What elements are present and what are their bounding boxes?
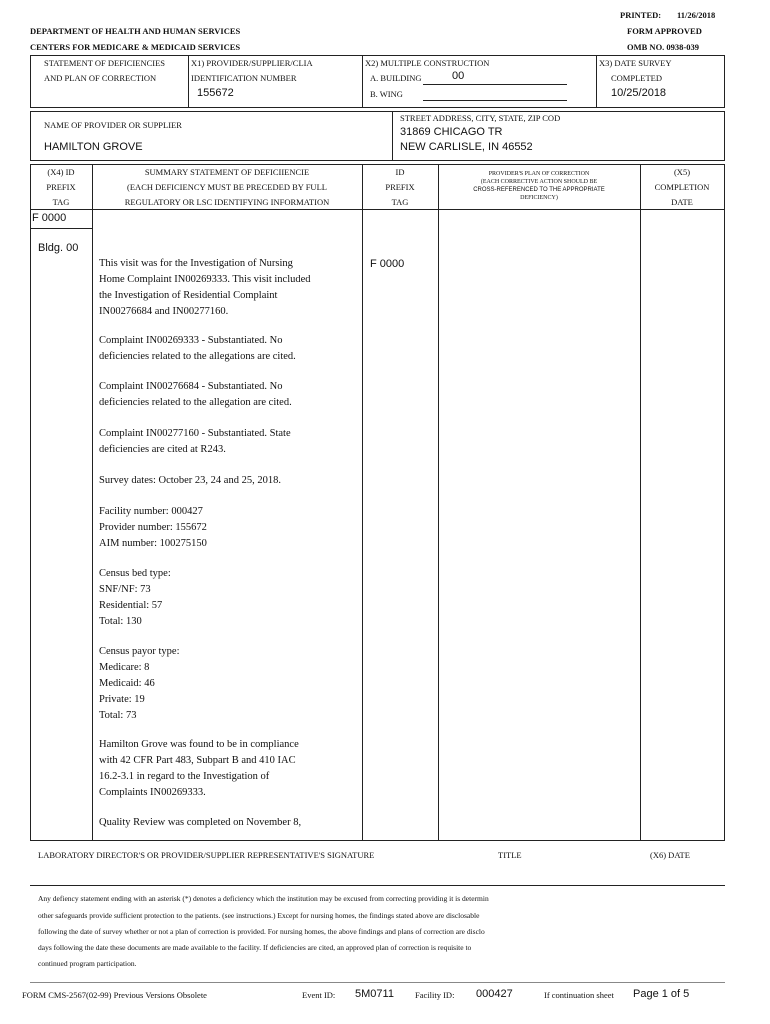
summary-header-line3: REGULATORY OR LSC IDENTIFYING INFORMATION: [124, 197, 330, 207]
table-col-border-1: [92, 164, 93, 840]
x5-header-line3: DATE: [671, 197, 693, 207]
x1-label-line2: IDENTIFICATION NUMBER: [191, 73, 297, 83]
summary-paragraph-10: Quality Review was completed on November 8,: [99, 817, 302, 828]
summary-paragraph-2: Complaint IN00269333 - Substantiated. No deficiencies related to the allegations are cited.: [99, 335, 296, 362]
table-col-border-4: [640, 164, 641, 840]
summary-header-line2: (EACH DEFICIENCY MUST BE PRECEDED BY FULL: [127, 182, 327, 192]
top-box-top-border: [30, 55, 725, 56]
prefix-tag: F 0000: [32, 212, 67, 224]
plan-header-line1: PROVIDER'S PLAN OF CORRECTION: [488, 171, 590, 177]
table-top-border: [30, 164, 725, 165]
printed-date: 11/26/2018: [677, 10, 716, 20]
provider-box-bottom-border: [30, 160, 725, 161]
table-header-bottom-border: [30, 209, 725, 210]
table-bottom-border: [30, 840, 725, 841]
continuation-label: If continuation sheet: [544, 990, 614, 1000]
provider-box-divider: [392, 111, 393, 160]
disclaimer-line-1: Any defiency statement ending with an asterisk (*) denotes a deficiency which the institution may be excused from correcting providing it is determin: [38, 894, 489, 903]
plan-header-line4: DEFICIENCY): [520, 195, 558, 201]
table-col-border-5: [724, 164, 725, 840]
x4-header-line1: (X4) ID: [47, 167, 75, 177]
provider-box-left-border: [30, 111, 31, 160]
survey-date-value: 10/25/2018: [611, 87, 667, 99]
x3-label-line1: X3) DATE SURVEY: [599, 58, 672, 68]
address-line2: NEW CARLISLE, IN 46552: [400, 141, 533, 153]
table-col-border-0: [30, 164, 31, 840]
top-box-divider-1: [188, 55, 189, 107]
department-title: DEPARTMENT OF HEALTH AND HUMAN SERVICES: [30, 26, 241, 36]
top-box-left-border: [30, 55, 31, 107]
disclaimer-line-3: following the date of survey whether or not a plan of correction is provided. For nursing homes, the above findings and plans of correction are disclo: [38, 927, 485, 936]
summary-paragraph-7: Census bed type: SNF/NF: 73 Residential: 57 Total: 130: [99, 568, 171, 627]
plan-header-line3: CROSS-REFERENCED TO THE APPROPRIATE: [473, 187, 605, 193]
x5-header-line1: (X5): [673, 167, 691, 177]
centers-title: CENTERS FOR MEDICARE & MEDICAID SERVICES: [30, 42, 241, 52]
address-label: STREET ADDRESS, CITY, STATE, ZIP COD: [400, 113, 561, 123]
id-header-line3: TAG: [391, 197, 409, 207]
address-line1: 31869 CHICAGO TR: [400, 126, 503, 138]
provider-name-label: NAME OF PROVIDER OR SUPPLIER: [44, 120, 182, 130]
id-prefix-tag: F 0000: [370, 258, 405, 270]
building-label: A. BUILDING: [370, 73, 422, 83]
page-number: Page 1 of 5: [633, 988, 690, 1000]
disclaimer-line-4: days following the date these documents are made available to the facility. If deficiencies are cited, an approved plan of correction is requisite to: [38, 943, 472, 952]
form-approved: FORM APPROVED: [627, 26, 702, 36]
top-box-bottom-border: [30, 107, 725, 108]
director-signature-label: LABORATORY DIRECTOR'S OR PROVIDER/SUPPLIER REPRESENTATIVE'S SIGNATURE: [38, 850, 375, 860]
summary-paragraph-4: Complaint IN00277160 - Substantiated. State deficiencies are cited at R243.: [99, 428, 291, 455]
event-id-value: 5M0711: [355, 988, 394, 1000]
x4-header-line3: TAG: [52, 197, 70, 207]
top-box-divider-3: [596, 55, 597, 107]
x5-header-line2: COMPLETION: [654, 182, 710, 192]
disclaimer-line-2: other safeguards provide sufficient protection to the patients. (see instructions.) Except for nursing homes, the findings stated above are disclosable: [38, 911, 480, 920]
summary-paragraph-3: Complaint IN00276684 - Substantiated. No deficiencies related to the allegation are cited.: [99, 381, 292, 408]
signature-bottom-border: [30, 885, 725, 886]
provider-id-value: 155672: [197, 87, 234, 99]
provider-name-value: HAMILTON GROVE: [44, 141, 143, 153]
wing-underline: [423, 100, 567, 101]
event-id-label: Event ID:: [302, 990, 336, 1000]
wing-label: B. WING: [370, 89, 403, 99]
x2-label: X2) MULTIPLE CONSTRUCTION: [365, 58, 490, 68]
facility-id-label: Facility ID:: [415, 990, 455, 1000]
x4-header-line2: PREFIX: [46, 182, 76, 192]
building-tag: Bldg. 00: [38, 242, 79, 254]
summary-paragraph-9: Hamilton Grove was found to be in compliance with 42 CFR Part 483, Subpart B and 410 IAC 16.2-3.1 in regard to the Investigation of Complaints IN00269333.: [99, 739, 299, 798]
disclaimer-line-5: continued program participation.: [38, 959, 137, 968]
provider-box-top-border: [30, 111, 725, 112]
provider-box-right-border: [724, 111, 725, 160]
id-header-line2: PREFIX: [385, 182, 415, 192]
form-number: FORM CMS-2567(02-99) Previous Versions Obsolete: [22, 990, 207, 1000]
x1-label-line1: X1) PROVIDER/SUPPLIER/CLIA: [191, 58, 313, 68]
footer-divider: [30, 982, 725, 983]
x6-date-label: (X6) DATE: [650, 850, 690, 860]
building-value: 00: [452, 70, 465, 82]
printed-label: PRINTED:: [620, 10, 662, 20]
summary-paragraph-6: Facility number: 000427 Provider number: 155672 AIM number: 100275150: [99, 506, 207, 549]
table-col-border-2: [362, 164, 363, 840]
statement-label-line2: AND PLAN OF CORRECTION: [44, 73, 157, 83]
omb-number: OMB NO. 0938-039: [627, 42, 700, 52]
top-box-divider-2: [362, 55, 363, 107]
x3-label-line2: COMPLETED: [611, 73, 662, 83]
building-underline: [423, 84, 567, 85]
summary-paragraph-5: Survey dates: October 23, 24 and 25, 2018.: [99, 475, 281, 486]
facility-id-value: 000427: [476, 988, 513, 1000]
prefix-row-divider: [30, 228, 92, 229]
summary-header-line1: SUMMARY STATEMENT OF DEFICIIENCIE: [144, 167, 310, 177]
plan-header-line2: (EACH CORRECTIVE ACTION SHOULD BE: [480, 179, 598, 185]
statement-label-line1: STATEMENT OF DEFICIENCIES: [44, 58, 166, 68]
table-col-border-3: [438, 164, 439, 840]
top-box-right-border: [724, 55, 725, 107]
id-header-line1: ID: [395, 167, 405, 177]
summary-paragraph-8: Census payor type: Medicare: 8 Medicaid: 46 Private: 19 Total: 73: [99, 646, 180, 721]
summary-paragraph-1: This visit was for the Investigation of Nursing Home Complaint IN00269333. This visit included the Investigation of Residential Complaint IN00276684 and IN00277160.: [99, 258, 311, 317]
title-label: TITLE: [498, 850, 522, 860]
